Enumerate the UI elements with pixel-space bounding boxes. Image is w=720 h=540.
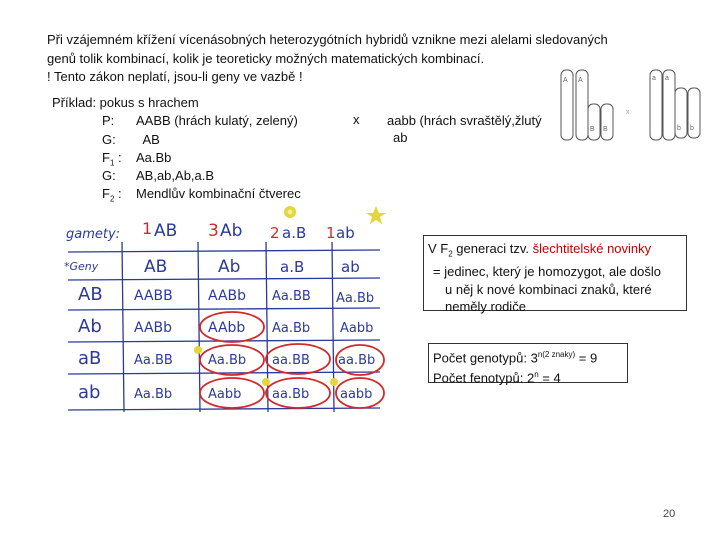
novelty-text: generaci tzv.	[452, 241, 533, 256]
punnett-cell: aa.Bb	[272, 387, 310, 402]
novelty-text: V F	[428, 241, 449, 256]
chrom-label: a	[652, 75, 656, 82]
novelty-line-1	[428, 240, 682, 263]
row-label: P:	[102, 113, 115, 129]
punnett-cell: Aa.BB	[134, 353, 173, 368]
punnett-cell: aa.BB	[272, 353, 310, 368]
genotype-count	[433, 346, 623, 366]
counts-box	[428, 343, 628, 386]
chrom-label: b	[677, 125, 681, 132]
row-label: G:	[102, 131, 116, 147]
chrom-label: a	[665, 75, 669, 82]
count-result: = 9	[575, 350, 598, 366]
example-block	[52, 94, 301, 205]
intro-line-2: genů tolik kombinací, kolik je teoreticky možných matematických kombinací.	[47, 50, 485, 66]
col-header: AB	[144, 257, 168, 277]
gamete-count: 3	[208, 221, 219, 241]
punnett-cell: Aa.Bb	[134, 387, 173, 402]
gamete-count: 1	[142, 219, 153, 238]
novelty-subscript: 2	[448, 249, 453, 259]
flower-icon	[194, 346, 202, 354]
row-value: AABB (hrách kulatý, zelený)	[136, 113, 298, 129]
flower-center-icon	[288, 210, 293, 215]
intro-line-3: ! Tento zákon neplatí, jsou-li geny ve vazbě !	[47, 69, 303, 84]
phenotype-count	[433, 366, 623, 386]
punnett-cell: Aa.Bb	[272, 321, 311, 336]
cross-symbol: x	[353, 112, 360, 127]
count-label: Počet fenotypů: 2	[433, 370, 535, 386]
flower-icon	[262, 378, 270, 386]
star-icon	[366, 206, 386, 224]
count-exponent: n	[534, 370, 539, 380]
row-header: ab	[78, 382, 101, 403]
col-header: ab	[341, 258, 360, 276]
intro-line-1: Při vzájemném křížení vícenásobných heterozygótních hybridů vznikne mezi alelami sledovaných	[47, 32, 608, 47]
gamete-label: Ab	[220, 221, 243, 241]
punnett-cell: Aabb	[208, 387, 242, 402]
punnett-cell: Aa.Bb	[336, 291, 375, 306]
punnett-cell: Aa.Bb	[208, 353, 247, 368]
punnett-cell: AABb	[134, 320, 173, 336]
novelty-line-4: neměly rodiče	[445, 299, 526, 315]
chrom-label: A	[563, 77, 568, 84]
parent2-text	[387, 112, 542, 146]
gamete-count: 1	[326, 224, 336, 242]
novelty-highlight: šlechtitelské novinky	[532, 241, 652, 256]
count-result: = 4	[538, 370, 561, 386]
chromosome-diagram	[558, 68, 703, 142]
parent2-line-2: ab	[393, 130, 408, 145]
chrom-cross: x	[626, 109, 630, 116]
gamete-label: ab	[336, 224, 355, 242]
row-label-f1: $F_1$ :	[102, 149, 122, 168]
row-value: Mendlův kombinační čtverec	[136, 186, 301, 202]
punnett-cell: aabb	[340, 387, 373, 402]
corner-label: *Geny	[64, 260, 99, 273]
count-exponent: n(2 znaky)	[537, 350, 576, 359]
example-heading: Příklad: pokus s hrachem	[52, 95, 199, 110]
chrom-label: b	[690, 125, 694, 132]
count-label: Počet genotypů: 3	[433, 350, 538, 366]
flower-icon	[330, 378, 338, 386]
row-value: AB,ab,Ab,a.B	[136, 168, 215, 184]
parent2-line-1: aabb (hrách svraštělý,žlutý	[387, 113, 542, 128]
row-value: Aa.Bb	[136, 149, 172, 165]
example-row-p	[52, 112, 298, 130]
chrom-label: A	[578, 77, 583, 84]
novelty-box	[423, 235, 687, 315]
row-header: Ab	[78, 316, 102, 337]
col-header: a.B	[280, 258, 305, 276]
row-header: AB	[78, 284, 103, 305]
punnett-cell: AABB	[134, 288, 173, 304]
punnett-square	[58, 200, 388, 420]
gamety-label: gamety:	[66, 227, 121, 242]
punnett-cell: aa.Bb	[338, 353, 376, 368]
row-header: aB	[78, 348, 102, 369]
gamete-count: 2	[270, 224, 280, 242]
chrom-label: B	[603, 126, 608, 133]
chrom-label: B	[590, 126, 595, 133]
gamete-label: a.B	[282, 224, 307, 242]
example-row-f1	[52, 149, 199, 167]
gamete-label: AB	[154, 221, 178, 241]
row-value: AB	[136, 131, 160, 147]
novelty-line-2: = jedinec, který je homozygot, ale došlo	[433, 264, 661, 280]
example-row-g2	[52, 167, 215, 185]
page-number: 20	[663, 508, 676, 520]
row-label-f2: $F_2$ :	[102, 186, 122, 205]
row-label: G:	[102, 168, 116, 184]
punnett-cell: Aabb	[340, 321, 374, 336]
punnett-cell: AAbb	[208, 320, 246, 336]
punnett-cell: AABb	[208, 288, 247, 304]
novelty-line-3: u něj k nové kombinaci znaků, které	[445, 281, 652, 297]
col-header: Ab	[218, 257, 241, 277]
punnett-cell: Aa.BB	[272, 289, 311, 304]
example-row-g1	[52, 131, 199, 149]
